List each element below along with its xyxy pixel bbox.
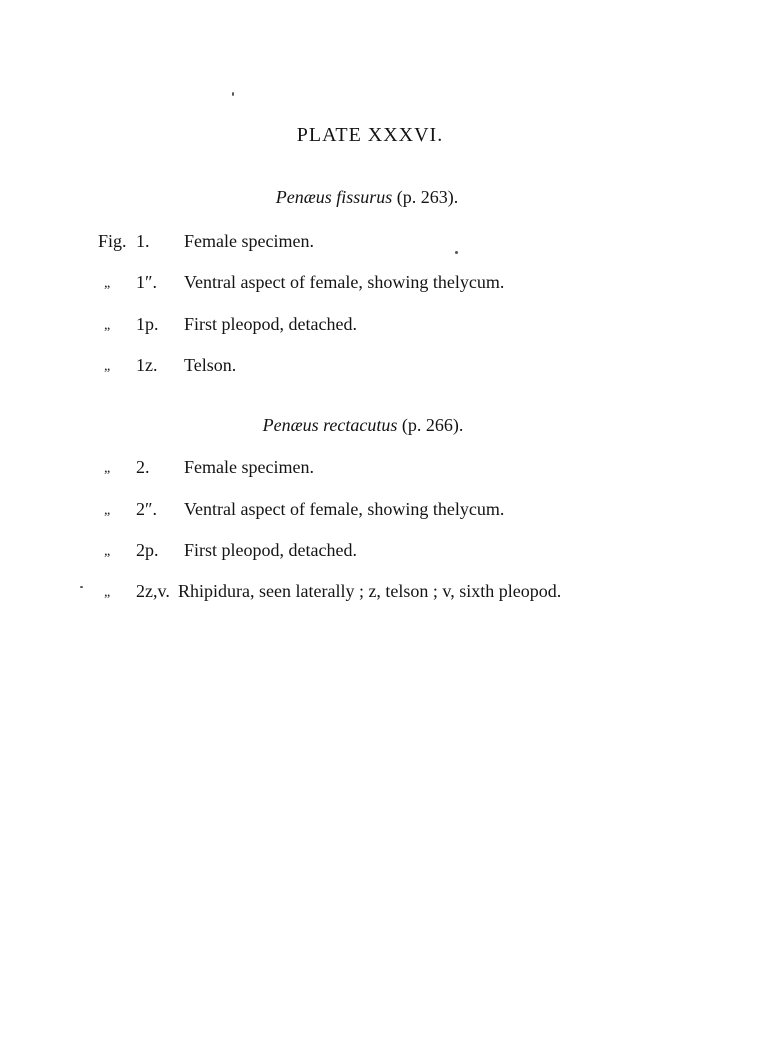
figure-description: Ventral aspect of female, showing thelycum. xyxy=(184,272,505,292)
figure-number: 1p. xyxy=(136,314,159,334)
page-reference: (p. 263). xyxy=(396,187,459,207)
ditto-mark: „ xyxy=(104,461,111,476)
ditto-mark: „ xyxy=(104,503,111,518)
figure-prefix: Fig. xyxy=(98,231,127,251)
plate-title: PLATE XXXVI. xyxy=(296,124,444,146)
figure-number: 1″. xyxy=(136,272,157,292)
figure-number: 1z. xyxy=(136,355,158,375)
species-heading-2 xyxy=(0,415,776,436)
species-name: Penæus rectacutus xyxy=(262,415,398,435)
species-name: Penæus fissurus xyxy=(275,187,393,207)
page-reference: (p. 266). xyxy=(401,415,464,435)
ditto-mark: „ xyxy=(104,276,111,291)
figure-description: Female specimen. xyxy=(184,457,314,477)
ink-speck xyxy=(80,586,83,588)
ditto-mark: „ xyxy=(104,318,111,333)
figure-description: First pleopod, detached. xyxy=(184,314,357,334)
figure-number: 1. xyxy=(136,231,150,251)
ditto-mark: „ xyxy=(104,544,111,559)
ditto-mark: „ xyxy=(104,585,111,600)
figure-number: 2z,v. xyxy=(136,581,170,601)
figure-description: First pleopod, detached. xyxy=(184,540,357,560)
figure-number: 2p. xyxy=(136,540,159,560)
figure-description: Female specimen. xyxy=(184,231,314,251)
figure-description: Telson. xyxy=(184,355,237,375)
figure-number: 2. xyxy=(136,457,150,477)
figure-description: Ventral aspect of female, showing thelycum. xyxy=(184,499,505,519)
figure-number: 2″. xyxy=(136,499,157,519)
figure-description: Rhipidura, seen laterally ; z, telson ; v, sixth pleopod. xyxy=(178,581,562,601)
ink-speck xyxy=(232,92,234,96)
ditto-mark: „ xyxy=(104,359,111,374)
ink-speck xyxy=(455,251,458,254)
species-heading-1 xyxy=(0,187,776,208)
